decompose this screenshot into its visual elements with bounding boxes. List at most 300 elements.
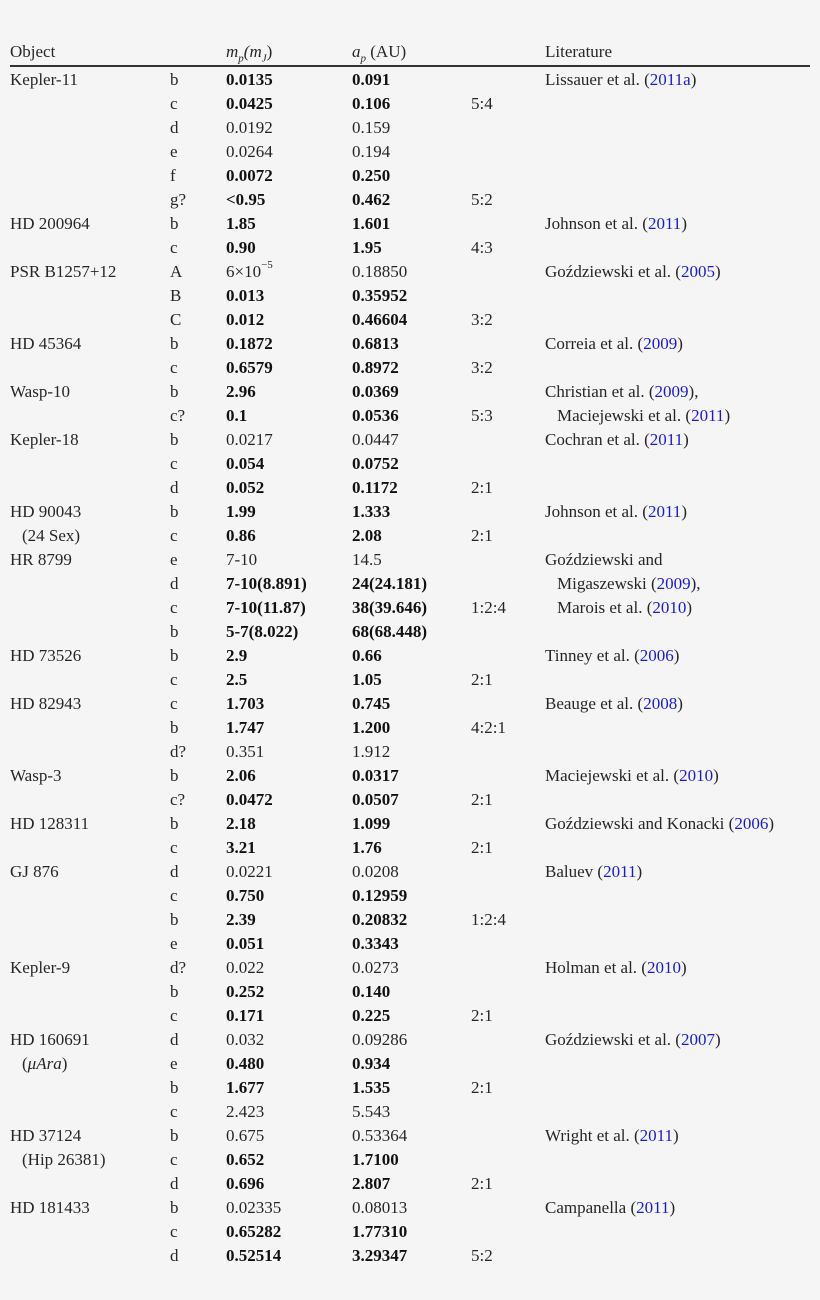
object-name: HD 200964 <box>10 214 90 233</box>
planet-label: b <box>170 70 179 89</box>
table-row <box>0 884 820 908</box>
planet-mass-value: 0.1872 <box>226 334 273 353</box>
planet-mass-value: 7-10(11.87) <box>226 598 306 617</box>
planet-mass <box>226 116 273 140</box>
table-row <box>0 692 820 716</box>
table-row <box>0 212 820 236</box>
planet-mass-value: 0.696 <box>226 1174 265 1193</box>
resonance: 3:2 <box>471 310 493 329</box>
resonance: 5:3 <box>471 406 493 425</box>
planet-mass-value: 5-7(8.022) <box>226 622 299 641</box>
planet-label: c <box>170 1102 178 1121</box>
planet-mass-value: 0.051 <box>226 934 265 953</box>
citation-year-link[interactable]: 2009 <box>643 334 678 353</box>
planet-mass <box>226 692 264 716</box>
planet-mass <box>226 212 256 236</box>
citation-year-link[interactable]: 2011 <box>647 502 682 521</box>
planet-mass <box>226 308 264 332</box>
semi-major-axis: 0.0369 <box>352 382 399 401</box>
planet-mass <box>226 908 256 932</box>
semi-major-axis: 0.35952 <box>352 286 408 305</box>
literature-ref <box>545 1196 675 1220</box>
citation-authors: Beauge et al. ( <box>545 694 644 713</box>
planet-mass <box>226 1220 281 1244</box>
citation-close: ) <box>714 1030 721 1049</box>
table-row <box>0 1196 820 1220</box>
literature-ref <box>545 500 687 524</box>
semi-major-axis: 0.091 <box>352 70 391 89</box>
resonance: 3:2 <box>471 358 493 377</box>
citation-close: ), <box>690 574 701 593</box>
planet-mass-value: 1.85 <box>226 214 256 233</box>
planet-mass-value: 2.5 <box>226 670 248 689</box>
header-mass-sub: p <box>238 52 244 65</box>
planet-label: B <box>170 286 182 305</box>
citation-close: ) <box>673 646 680 665</box>
citation-year-link[interactable]: 2005 <box>680 262 715 281</box>
planet-mass <box>226 92 273 116</box>
planet-mass-value: 1.99 <box>226 502 256 521</box>
planet-mass <box>226 500 256 524</box>
planet-mass <box>226 1100 264 1124</box>
table-row <box>0 668 820 692</box>
table-row <box>0 956 820 980</box>
table-row <box>0 788 820 812</box>
planet-mass-value: 2.96 <box>226 382 256 401</box>
planet-mass-value: 0.0264 <box>226 142 273 161</box>
table-row <box>0 332 820 356</box>
citation-year-link[interactable]: 2006 <box>639 646 674 665</box>
planet-mass <box>226 1148 264 1172</box>
object-name: Kepler-11 <box>10 70 78 89</box>
semi-major-axis: 1.7100 <box>352 1150 399 1169</box>
table-row <box>0 500 820 524</box>
object-name: HD 37124 <box>10 1126 82 1145</box>
semi-major-axis: 0.250 <box>352 166 391 185</box>
object-name: Wasp-10 <box>10 382 71 401</box>
table-row <box>0 740 820 764</box>
header-literature: Literature <box>545 42 613 61</box>
literature-ref <box>545 764 719 788</box>
semi-major-axis: 0.18850 <box>352 262 408 281</box>
resonance: 2:1 <box>471 478 493 497</box>
literature-ref <box>545 380 698 404</box>
semi-major-axis: 1.200 <box>352 718 391 737</box>
semi-major-axis: 0.0447 <box>352 430 399 449</box>
citation-year-link[interactable]: 2011 <box>603 862 637 881</box>
citation-year-link[interactable]: 2006 <box>734 814 769 833</box>
citation-year-link[interactable]: 2007 <box>680 1030 715 1049</box>
planet-mass-value: 0.013 <box>226 286 265 305</box>
planet-mass-value: 2.423 <box>226 1102 265 1121</box>
planet-mass <box>226 1004 264 1028</box>
literature-ref <box>545 332 683 356</box>
planet-mass-value: 0.012 <box>226 310 265 329</box>
citation-authors: Maciejewski et al. ( <box>545 766 680 785</box>
planet-mass <box>226 668 247 692</box>
planet-mass-value: 0.675 <box>226 1126 265 1145</box>
citation-year-link[interactable]: 2008 <box>643 694 678 713</box>
planet-label: c <box>170 670 178 689</box>
planet-mass <box>226 764 256 788</box>
table-row <box>0 356 820 380</box>
citation-authors: Marois et al. ( <box>557 598 653 617</box>
resonance: 1:2:4 <box>471 598 506 617</box>
planet-mass <box>226 68 273 92</box>
planet-mass <box>226 140 273 164</box>
semi-major-axis: 0.0752 <box>352 454 399 473</box>
semi-major-axis: 0.0208 <box>352 862 399 881</box>
header-mass-symbol: m <box>226 42 239 61</box>
planet-label: c <box>170 1150 178 1169</box>
citation-close: ), <box>688 382 699 401</box>
table-row <box>0 452 820 476</box>
citation-year-link[interactable]: 2011 <box>636 1198 670 1217</box>
header-axis-unit: (AU) <box>366 42 407 61</box>
citation-year-link[interactable]: 2009 <box>656 574 691 593</box>
citation-authors: Migaszewski ( <box>557 574 657 593</box>
table-row <box>0 716 820 740</box>
semi-major-axis: 1.05 <box>352 670 382 689</box>
planet-mass-value: 2.9 <box>226 646 248 665</box>
planet-label: c <box>170 238 178 257</box>
table-row <box>0 284 820 308</box>
table-row <box>0 932 820 956</box>
citation-close: ) <box>714 262 721 281</box>
citation-authors: Johnson et al. ( <box>545 502 648 521</box>
object-name: HD 128311 <box>10 814 90 833</box>
semi-major-axis: 0.745 <box>352 694 391 713</box>
resonance: 5:2 <box>471 190 493 209</box>
planet-mass-value: 7-10 <box>226 550 258 569</box>
literature-ref <box>545 260 721 284</box>
planet-label: c <box>170 358 178 377</box>
planet-label: d <box>170 1174 179 1193</box>
table-row <box>0 68 820 92</box>
planet-mass <box>226 332 273 356</box>
planet-label: C <box>170 310 182 329</box>
citation-close: ) <box>677 694 683 713</box>
table-row <box>0 812 820 836</box>
planet-mass <box>226 524 256 548</box>
resonance: 2:1 <box>471 1174 493 1193</box>
planet-mass-value: 0.022 <box>226 958 265 977</box>
citation-authors: Tinney et al. ( <box>545 646 640 665</box>
literature-ref <box>557 596 692 620</box>
table-row <box>0 620 820 644</box>
planet-mass <box>226 1076 264 1100</box>
planet-mass <box>226 284 264 308</box>
table-row <box>0 380 820 404</box>
semi-major-axis: 0.159 <box>352 118 391 137</box>
table-row <box>0 308 820 332</box>
planet-mass <box>226 812 256 836</box>
literature-ref <box>557 572 701 596</box>
header-mass-paren-sub: J <box>261 52 267 65</box>
planet-label: b <box>170 766 179 785</box>
planet-label: b <box>170 646 179 665</box>
resonance: 2:1 <box>471 526 493 545</box>
planet-label: c <box>170 1006 178 1025</box>
header-axis-sub: p <box>360 52 366 65</box>
table-row <box>0 524 820 548</box>
table-row <box>0 764 820 788</box>
planet-mass-value: 0.02335 <box>226 1198 282 1217</box>
semi-major-axis: 0.12959 <box>352 886 408 905</box>
planet-mass <box>226 476 264 500</box>
planet-label: A <box>170 262 183 281</box>
resonance: 2:1 <box>471 790 493 809</box>
planet-label: c <box>170 598 178 617</box>
object-name: Kepler-9 <box>10 958 71 977</box>
planet-label: b <box>170 430 179 449</box>
planet-mass <box>226 548 257 572</box>
table-row <box>0 1100 820 1124</box>
citation-close: ) <box>683 430 689 449</box>
planet-mass-value: 0.6579 <box>226 358 273 377</box>
resonance: 2:1 <box>471 670 493 689</box>
citation-year-link[interactable]: 2011 <box>647 214 682 233</box>
table-row <box>0 1052 820 1076</box>
semi-major-axis: 0.6813 <box>352 334 399 353</box>
table-row <box>0 1028 820 1052</box>
planet-label: b <box>170 502 179 521</box>
table-row <box>0 980 820 1004</box>
object-name: (24 Sex) <box>22 526 81 545</box>
planet-label: c <box>170 526 178 545</box>
planet-mass <box>226 260 273 284</box>
header-mass-paren: (m <box>243 42 262 61</box>
literature-ref <box>545 644 679 668</box>
planet-mass-value: 2.06 <box>226 766 256 785</box>
semi-major-axis: 0.53364 <box>352 1126 408 1145</box>
citation-authors: Johnson et al. ( <box>545 214 648 233</box>
planet-mass <box>226 428 273 452</box>
citation-year-link[interactable]: 2009 <box>654 382 689 401</box>
planet-mass <box>226 164 273 188</box>
semi-major-axis: 0.08013 <box>352 1198 408 1217</box>
planet-mass-value: 0.252 <box>226 982 265 1001</box>
semi-major-axis: 0.934 <box>352 1054 391 1073</box>
object-name: Kepler-18 <box>10 430 79 449</box>
semi-major-axis: 0.8972 <box>352 358 399 377</box>
table-row <box>0 596 820 620</box>
literature-ref <box>545 68 696 92</box>
citation-year-link[interactable]: 2011 <box>649 430 684 449</box>
planet-mass-value: 0.0425 <box>226 94 273 113</box>
semi-major-axis: 3.29347 <box>352 1246 408 1265</box>
literature-ref <box>545 692 683 716</box>
planet-mass <box>226 1172 264 1196</box>
header-semi-major-axis <box>352 41 406 63</box>
table-row <box>0 1244 820 1268</box>
semi-major-axis: 2.807 <box>352 1174 391 1193</box>
object-name: HD 181433 <box>10 1198 90 1217</box>
planet-label: c <box>170 838 178 857</box>
planet-mass-value: 0.0072 <box>226 166 273 185</box>
planet-label: c? <box>170 790 186 809</box>
planet-mass-value: 0.0192 <box>226 118 273 137</box>
planet-mass <box>226 1196 281 1220</box>
header-rule <box>10 65 810 67</box>
planet-mass-value: 0.171 <box>226 1006 265 1025</box>
planet-label: d <box>170 862 179 881</box>
citation-year-link[interactable]: 2010 <box>652 598 687 617</box>
planet-label: b <box>170 382 179 401</box>
planet-mass-value: 2.39 <box>226 910 256 929</box>
planet-mass-value: 3.21 <box>226 838 256 857</box>
literature-ref <box>545 860 642 884</box>
citation-close: ) <box>680 958 687 977</box>
literature-ref <box>545 548 663 572</box>
semi-major-axis: 68(68.448) <box>352 622 428 641</box>
citation-authors: Goździewski and <box>545 550 663 569</box>
planet-mass-value: 0.0135 <box>226 70 273 89</box>
semi-major-axis: 0.46604 <box>352 310 408 329</box>
literature-ref <box>545 956 687 980</box>
table-row <box>0 428 820 452</box>
table-row <box>0 1148 820 1172</box>
table-row <box>0 236 820 260</box>
semi-major-axis: 0.0536 <box>352 406 399 425</box>
object-name: HD 45364 <box>10 334 82 353</box>
planet-mass <box>226 1028 264 1052</box>
semi-major-axis: 0.66 <box>352 646 382 665</box>
object-name: HD 73526 <box>10 646 82 665</box>
citation-year-link[interactable]: 2011 <box>639 1126 674 1145</box>
planet-label: b <box>170 982 179 1001</box>
planet-mass-value: 7-10(8.891) <box>226 574 307 593</box>
semi-major-axis: 1.77310 <box>352 1222 408 1241</box>
table-row <box>0 140 820 164</box>
citation-year-link[interactable]: 2010 <box>679 766 714 785</box>
planet-mass <box>226 1244 281 1268</box>
planet-mass <box>226 356 273 380</box>
header-mass-close: ) <box>266 42 273 61</box>
citation-authors: Cochran et al. ( <box>545 430 650 449</box>
planet-mass-value: 0.65282 <box>226 1222 282 1241</box>
resonance: 1:2:4 <box>471 910 506 929</box>
planet-label: d <box>170 118 179 137</box>
mass-exponent: −5 <box>261 259 273 272</box>
citation-year-link[interactable]: 2011a <box>649 70 691 89</box>
planet-label: d <box>170 574 179 593</box>
semi-major-axis: 0.194 <box>352 142 391 161</box>
semi-major-axis: 0.0507 <box>352 790 399 809</box>
planet-label: d <box>170 1246 179 1265</box>
semi-major-axis: 0.462 <box>352 190 391 209</box>
header-mass <box>226 41 272 63</box>
semi-major-axis: 1.099 <box>352 814 391 833</box>
planet-mass-value: 0.0221 <box>226 862 273 881</box>
planet-mass-value: 0.032 <box>226 1030 265 1049</box>
citation-year-link[interactable]: 2011 <box>691 406 725 425</box>
object-name: (Hip 26381) <box>22 1150 106 1169</box>
planet-label: b <box>170 622 179 641</box>
resonance: 5:4 <box>471 94 493 113</box>
semi-major-axis: 1.535 <box>352 1078 391 1097</box>
header-axis-symbol: a <box>352 42 361 61</box>
resonance: 2:1 <box>471 1078 493 1097</box>
object-name: Wasp-3 <box>10 766 62 785</box>
literature-ref <box>545 1028 721 1052</box>
planet-mass-value: 0.1 <box>226 406 248 425</box>
planet-label: b <box>170 1198 179 1217</box>
citation-authors: Campanella ( <box>545 1198 637 1217</box>
planet-mass-value: <0.95 <box>226 190 266 209</box>
table-row <box>0 860 820 884</box>
citation-authors: Wright et al. ( <box>545 1126 640 1145</box>
planet-label: f <box>170 166 176 185</box>
header-object: Object <box>10 42 56 61</box>
planet-mass-value: 0.52514 <box>226 1246 282 1265</box>
planet-label: d? <box>170 742 187 761</box>
semi-major-axis: 0.0317 <box>352 766 399 785</box>
planet-mass <box>226 716 264 740</box>
planet-mass <box>226 836 256 860</box>
planet-label: c <box>170 454 178 473</box>
planet-label: c <box>170 94 178 113</box>
semi-major-axis: 1.95 <box>352 238 382 257</box>
planet-label: b <box>170 334 179 353</box>
citation-authors: Baluev ( <box>545 862 604 881</box>
planet-mass-value: 0.054 <box>226 454 265 473</box>
table-row <box>0 1004 820 1028</box>
citation-authors: Correia et al. ( <box>545 334 644 353</box>
object-name: PSR B1257+12 <box>10 262 117 281</box>
table-row <box>0 908 820 932</box>
citation-close: ) <box>673 1126 679 1145</box>
table-row <box>0 1220 820 1244</box>
object-name: HD 82943 <box>10 694 82 713</box>
semi-major-axis: 1.76 <box>352 838 382 857</box>
citation-year-link[interactable]: 2010 <box>646 958 681 977</box>
planet-mass <box>226 596 306 620</box>
planet-mass-value: 1.677 <box>226 1078 265 1097</box>
planet-mass <box>226 980 264 1004</box>
semi-major-axis: 1.333 <box>352 502 391 521</box>
planet-mass <box>226 404 247 428</box>
planet-mass <box>226 236 256 260</box>
planet-mass-value: 0.0217 <box>226 430 273 449</box>
semi-major-axis: 0.106 <box>352 94 391 113</box>
planet-label: b <box>170 910 179 929</box>
planet-label: b <box>170 718 179 737</box>
planet-label: c? <box>170 406 186 425</box>
planet-mass-value: 0.351 <box>226 742 265 761</box>
citation-close: ) <box>768 814 774 833</box>
literature-ref <box>557 404 730 428</box>
planet-mass <box>226 188 265 212</box>
citation-close: ) <box>681 214 687 233</box>
planet-mass-value: 0.750 <box>226 886 265 905</box>
resonance: 2:1 <box>471 838 493 857</box>
literature-ref <box>545 428 689 452</box>
citation-authors: Maciejewski et al. ( <box>557 406 692 425</box>
table-row <box>0 92 820 116</box>
planet-label: b <box>170 214 179 233</box>
table-row <box>0 548 820 572</box>
citation-close: ) <box>681 502 687 521</box>
semi-major-axis: 38(39.646) <box>352 598 428 617</box>
citation-authors: Christian et al. ( <box>545 382 655 401</box>
planet-mass <box>226 644 247 668</box>
semi-major-axis: 2.08 <box>352 526 382 545</box>
semi-major-axis: 0.09286 <box>352 1030 408 1049</box>
semi-major-axis: 0.225 <box>352 1006 391 1025</box>
planet-mass-value: 6×10 <box>226 262 262 281</box>
resonance: 4:3 <box>471 238 493 257</box>
